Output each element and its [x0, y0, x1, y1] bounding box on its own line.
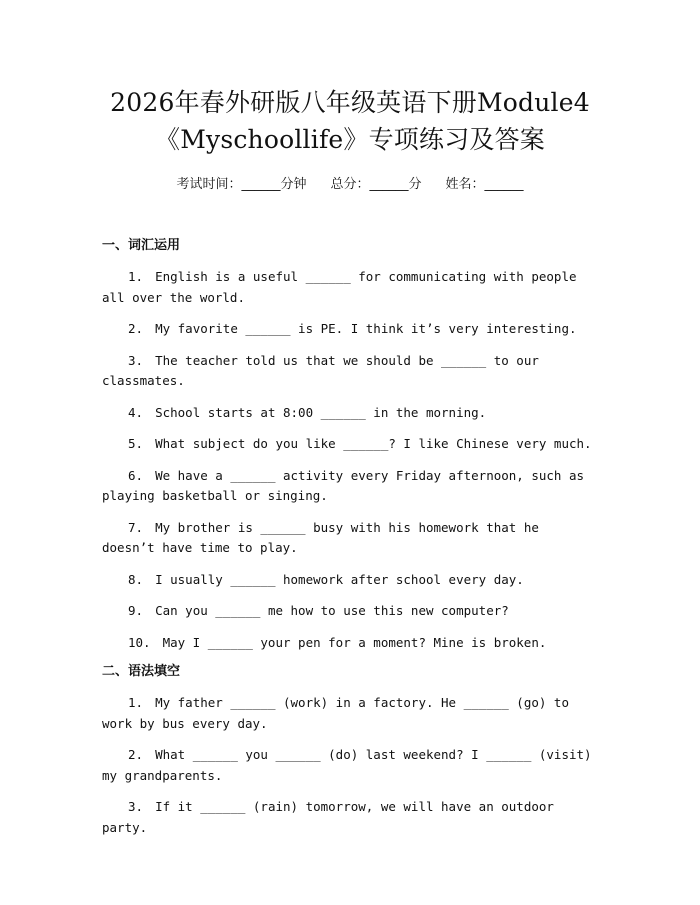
question-number: 1. — [128, 269, 144, 284]
exam-meta — [102, 176, 598, 194]
question-number: 2. — [128, 321, 144, 336]
question-number: 7. — [128, 519, 144, 535]
question-number: 4. — [128, 404, 144, 420]
question-text: What ______ you ______ (do) last weekend? I ______ (visit) my grandparents. — [102, 747, 592, 783]
question-number: 5. — [128, 436, 144, 451]
question-number: 9. — [128, 603, 144, 618]
question-number: 3. — [128, 352, 144, 368]
question-item — [102, 633, 598, 654]
question-text: May I ______ your pen for a moment? Mine is broken. — [162, 634, 547, 650]
question-text: Can you ______ me how to use this new computer? — [155, 603, 509, 618]
question-text: The teacher told us that we should be ______ to our classmates. — [102, 352, 539, 388]
question-item — [102, 693, 598, 734]
question-item — [102, 466, 598, 507]
exam-student-name: 姓名：______ — [445, 177, 524, 192]
question-number: 10. — [128, 634, 151, 650]
question-number: 3. — [128, 799, 144, 814]
exam-total-score: 总分：______分 — [330, 177, 422, 192]
question-item — [102, 745, 598, 786]
question-text: My father ______ (work) in a factory. He ______ (go) to work by bus every day. — [102, 695, 569, 731]
question-item — [102, 601, 598, 622]
question-item — [102, 518, 598, 559]
title-line-1: 2026年春外研版八年级英语下册Module4 — [110, 88, 590, 117]
question-item — [102, 319, 598, 340]
question-item — [102, 403, 598, 424]
question-list-grammar — [102, 693, 598, 838]
document-title — [102, 0, 598, 158]
question-text: My favorite ______ is PE. I think it’s very interesting. — [155, 321, 577, 336]
exam-time: 考试时间：______分钟 — [176, 177, 307, 192]
question-item — [102, 267, 598, 308]
question-text: What subject do you like ______? I like Chinese very much. — [155, 436, 592, 451]
question-number: 1. — [128, 695, 144, 710]
section-heading-vocabulary: 一、词汇运用 — [102, 238, 181, 253]
question-list-vocabulary — [102, 267, 598, 653]
question-item — [102, 570, 598, 591]
question-text: School starts at 8:00 ______ in the morning. — [155, 404, 487, 420]
question-text: English is a useful ______ for communicating with people all over the world. — [102, 269, 577, 305]
question-number: 2. — [128, 747, 144, 762]
question-item — [102, 797, 598, 838]
title-line-2: 《Myschoollife》专项练习及答案 — [155, 125, 545, 154]
question-number: 6. — [128, 467, 144, 483]
question-number: 8. — [128, 571, 144, 587]
question-text: If it ______ (rain) tomorrow, we will have an outdoor party. — [102, 799, 554, 835]
question-text: We have a ______ activity every Friday afternoon, such as playing basketball or singing. — [102, 467, 585, 503]
question-item — [102, 351, 598, 392]
question-text: I usually ______ homework after school every day. — [155, 571, 524, 587]
question-text: My brother is ______ busy with his homework that he doesn’t have time to play. — [102, 519, 539, 555]
section-heading-grammar: 二、语法填空 — [102, 664, 181, 679]
question-item — [102, 434, 598, 455]
